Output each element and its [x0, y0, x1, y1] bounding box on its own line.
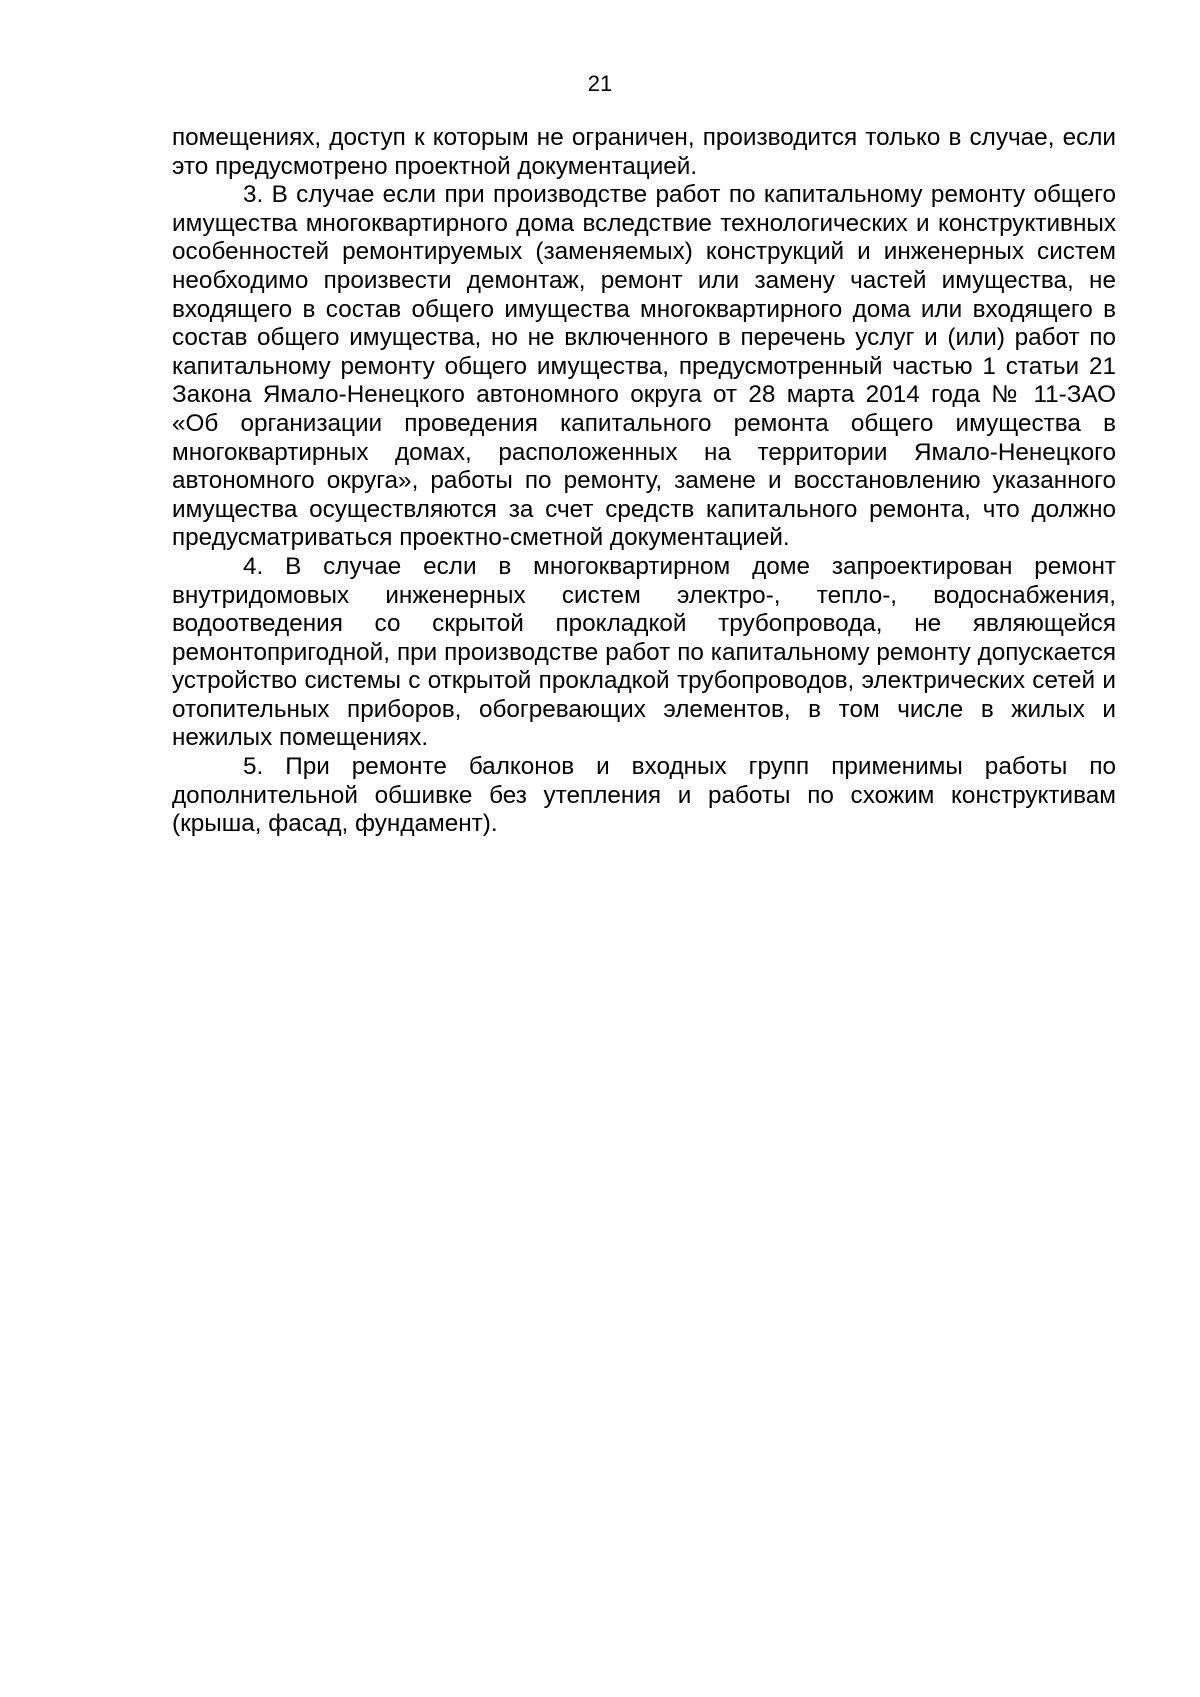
paragraph-continuation: помещениях, доступ к которым не ограничен, производится только в случае, если это предусмотрено проектной документацией. [172, 124, 1116, 180]
paragraph-item-3: 3. В случае если при производстве работ по капитальному ремонту общего имущества многоквартирного дома вследствие технологических и конструктивных особенностей ремонтируемых (заменяемых) конструкций и инженерных систем необходимо произвести демонтаж, ремонт или замену частей имущества, не входящего в состав общего имущества многоквартирного дома или входящего в состав общего имущества, но не включенного в перечень услуг и (или) работ по капитальному ремонту общего имущества, предусмотренный частью 1 статьи 21 Закона Ямало-Ненецкого автономного округа от 28 марта 2014 года № 11-ЗАО «Об организации проведения капитального ремонта общего имущества в многоквартирных домах, расположенных на территории Ямало-Ненецкого автономного округа», работы по ремонту, замене и восстановлению указанного имущества осуществляются за счет средств капитального ремонта, что должно предусматриваться проектно-сметной документацией. [172, 181, 1116, 552]
paragraph-item-4: 4. В случае если в многоквартирном доме запроектирован ремонт внутридомовых инженерных систем электро-, тепло-, водоснабжения, водоотведения со скрытой прокладкой трубопровода, не являющейся ремонтопригодной, при производстве работ по капитальному ремонту допускается устройство системы с открытой прокладкой трубопроводов, электрических сетей и отопительных приборов, обогревающих элементов, в том числе в жилых и нежилых помещениях. [172, 552, 1116, 752]
page-number: 21 [587, 71, 613, 96]
paragraph-item-5: 5. При ремонте балконов и входных групп применимы работы по дополнительной обшивке без утепления и работы по схожим конструктивам (крыша, фасад, фундамент). [172, 753, 1116, 838]
document-body [172, 124, 1116, 839]
